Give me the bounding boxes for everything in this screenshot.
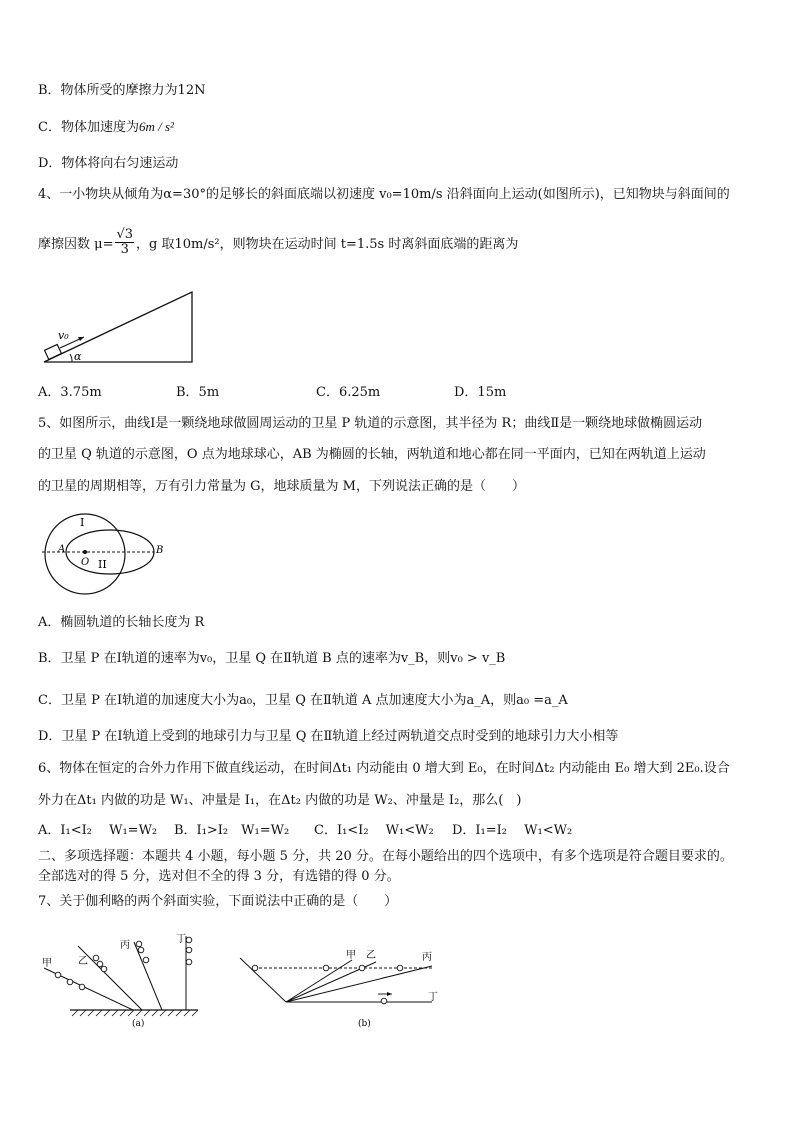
q6-options — [38, 822, 572, 840]
q5-label-ii: II — [98, 558, 107, 571]
q4-incline-figure — [38, 286, 198, 366]
q7a-label-jia: 甲 — [42, 958, 52, 969]
q5-option-c: C．卫星 P 在Ⅰ轨道的加速度大小为a₀，卫星 Q 在Ⅱ轨道 A 点加速度大小为a_A，则a₀ =a_A — [38, 693, 568, 708]
q5-label-a: A — [58, 544, 66, 555]
q5-option-a: A．椭圆轨道的长轴长度为 R — [38, 615, 205, 630]
q3-option-c-unit: 6m / s² — [138, 119, 174, 134]
q6-option-c: C．I₁<I₂ W₁<W₂ — [314, 823, 434, 838]
q5-label-o: O — [81, 557, 90, 568]
q7a-label-ding: 丁 — [176, 934, 186, 945]
q4-mu-numerator: √3 — [116, 227, 134, 242]
q4-label-alpha: α — [74, 350, 82, 363]
q4-option-b: B．5m — [176, 385, 220, 400]
q5-orbit-figure — [38, 508, 178, 600]
q7-figure-a — [38, 928, 206, 1030]
q5-stem-line2: 的卫星 Q 轨道的示意图，O 点为地球球心，AB 为椭圆的长轴，两轨道和地心都在同一平面内，已知在两轨道上运动 — [38, 447, 706, 462]
q7b-label-jia: 甲 — [346, 950, 356, 961]
q3-option-c-prefix: C．物体加速度为 — [38, 120, 139, 135]
section2-heading-line1: 二、多项选择题：本题共 4 小题，每小题 5 分，共 20 分。在每小题给出的四个选项中，有多个选项是符合题目要求的。 — [38, 849, 733, 864]
q4-stem-line1: 4、一小物块从倾角为α=30°的足够长的斜面底端以初速度 v₀=10m/s 沿斜面向上运动(如图所示)，已知物块与斜面间的 — [38, 187, 730, 202]
section2-heading-line2: 全部选对的得 5 分，选对但不全的得 3 分，有选错的得 0 分。 — [38, 869, 400, 884]
q5-option-d: D．卫星 P 在Ⅰ轨道上受到的地球引力与卫星 Q 在Ⅱ轨道上经过两轨道交点时受到的地球引力大小相等 — [38, 729, 619, 744]
q6-option-d: D．I₁=I₂ W₁<W₂ — [452, 823, 573, 838]
q4-block — [45, 344, 62, 359]
q3-option-c — [38, 118, 174, 137]
q6-option-a: A．I₁<I₂ W₁=W₂ — [38, 823, 158, 838]
q7b-label-bing: 丙 — [422, 952, 432, 963]
q4-option-c: C．6.25m — [316, 385, 381, 400]
q4-option-d: D．15m — [454, 385, 507, 400]
q7a-label-bing: 丙 — [120, 940, 130, 951]
q5-label-i: I — [80, 516, 85, 529]
q7-figure-b — [236, 944, 444, 1032]
q5-stem-line1: 5、如图所示，曲线Ⅰ是一颗绕地球做圆周运动的卫星 P 轨道的示意图，其半径为 R；曲线Ⅱ是一颗绕地球做椭圆运动 — [38, 416, 703, 431]
q7-stem: 7、关于伽利略的两个斜面实验，下面说法中正确的是（ ） — [38, 894, 398, 909]
q7a-label-yi: 乙 — [78, 956, 88, 967]
q7b-caption: (b) — [358, 1019, 371, 1029]
q6-stem-line2: 外力在Δt₁ 内做的功是 W₁、冲量是 I₁，在Δt₂ 内做的功是 W₂、冲量是 I₂，那么( ) — [38, 793, 522, 808]
q7b-label-ding: 丁 — [428, 992, 438, 1003]
q3-option-d: D．物体将向右匀速运动 — [38, 156, 179, 171]
q4-options — [38, 384, 506, 402]
q4-option-a: A．3.75m — [38, 385, 102, 400]
q4-mu-fraction — [115, 228, 134, 257]
q5-stem-line3: 的卫星的周期相等，万有引力常量为 G，地球质量为 M，下列说法正确的是（ ） — [38, 479, 525, 494]
q7a-caption: (a) — [132, 1019, 145, 1029]
q5-option-b: B．卫星 P 在Ⅰ轨道的速率为v₀，卫星 Q 在Ⅱ轨道 B 点的速率为v_B，则v₀ > v_B — [38, 651, 506, 666]
q4-label-v0: v₀ — [58, 329, 69, 342]
q7b-label-yi: 乙 — [366, 950, 376, 961]
q6-option-b: B．I₁>I₂ W₁=W₂ — [174, 823, 290, 838]
q5-earth-center — [83, 550, 87, 554]
q4-mu-prefix: 摩擦因数 μ= — [38, 237, 114, 252]
q5-label-b: B — [156, 545, 164, 556]
q4-stem-line2 — [38, 227, 519, 259]
q4-mu-suffix: ，g 取10m/s²，则物块在运动时间 t=1.5s 时离斜面底端的距离为 — [136, 237, 519, 252]
q3-option-b: B．物体所受的摩擦力为12N — [38, 83, 206, 98]
q6-stem-line1: 6、物体在恒定的合外力作用下做直线运动，在时间Δt₁ 内动能由 0 增大到 E₀，在时间Δt₂ 内动能由 E₀ 增大到 2E₀.设合 — [38, 761, 730, 776]
q4-mu-denominator: 3 — [120, 242, 129, 257]
